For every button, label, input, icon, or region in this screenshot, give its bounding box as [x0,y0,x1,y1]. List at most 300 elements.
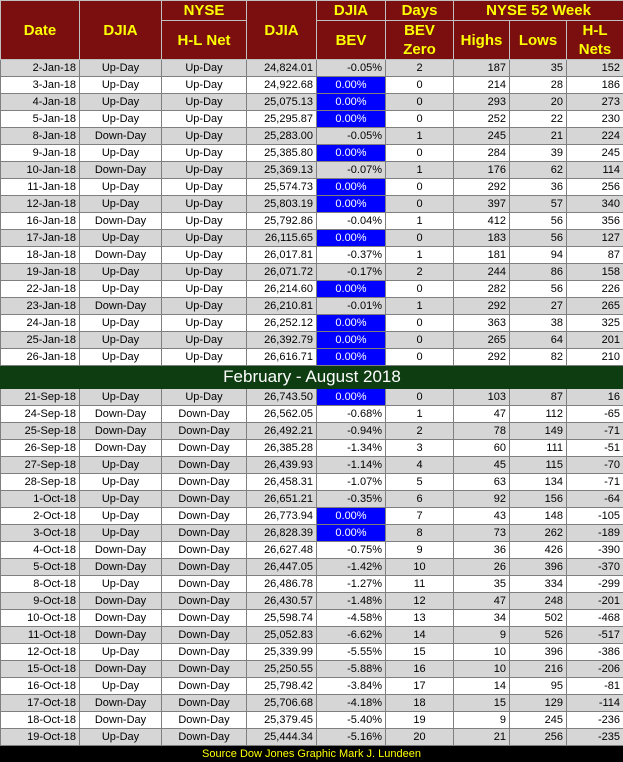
table-row [1,610,623,627]
cell-days-bev-zero: 16 [386,661,454,678]
cell-lows: 87 [510,389,567,406]
cell-date: 10-Jan-18 [1,162,80,179]
cell-days-bev-zero: 1 [386,213,454,230]
cell-date: 3-Jan-18 [1,77,80,94]
cell-djia-day: Up-Day [80,196,162,213]
table-row [1,128,623,145]
cell-djia-day: Up-Day [80,332,162,349]
cell-djia-close: 25,574.73 [247,179,317,196]
table-row [1,678,623,695]
cell-djia-close: 26,252.12 [247,315,317,332]
cell-hl-nets: -236 [567,712,623,729]
cell-date: 21-Sep-18 [1,389,80,406]
cell-djia-close: 25,379.45 [247,712,317,729]
cell-lows: 245 [510,712,567,729]
cell-hl-nets: 340 [567,196,623,213]
cell-djia-day: Down-Day [80,213,162,230]
cell-hl-nets: 152 [567,60,623,77]
cell-djia-bev: -1.48% [317,593,386,610]
cell-djia-bev: -6.62% [317,627,386,644]
cell-days-bev-zero: 11 [386,576,454,593]
cell-djia-close: 26,447.05 [247,559,317,576]
table-row [1,559,623,576]
cell-djia-day: Up-Day [80,281,162,298]
cell-djia-close: 25,803.19 [247,196,317,213]
cell-nyse-hl-net: Up-Day [162,60,247,77]
cell-djia-close: 25,706.68 [247,695,317,712]
cell-djia-day: Up-Day [80,145,162,162]
header-date: Date [1,1,80,60]
cell-djia-bev: -0.05% [317,128,386,145]
cell-highs: 26 [454,559,510,576]
cell-djia-bev: 0.00% [317,349,386,366]
cell-highs: 187 [454,60,510,77]
header-djia-day: DJIA [80,1,162,60]
cell-djia-bev: -5.88% [317,661,386,678]
table-row [1,315,623,332]
cell-djia-close: 25,598.74 [247,610,317,627]
cell-highs: 244 [454,264,510,281]
cell-djia-close: 26,071.72 [247,264,317,281]
header-nyse: NYSE [162,1,247,21]
cell-date: 8-Oct-18 [1,576,80,593]
cell-djia-close: 26,627.48 [247,542,317,559]
cell-nyse-hl-net: Down-Day [162,525,247,542]
cell-djia-close: 25,444.34 [247,729,317,746]
cell-days-bev-zero: 1 [386,298,454,315]
cell-date: 4-Jan-18 [1,94,80,111]
cell-nyse-hl-net: Down-Day [162,661,247,678]
header-djia-bev-top: DJIA [317,1,386,21]
cell-days-bev-zero: 8 [386,525,454,542]
cell-date: 3-Oct-18 [1,525,80,542]
cell-lows: 57 [510,196,567,213]
cell-lows: 22 [510,111,567,128]
cell-djia-day: Up-Day [80,525,162,542]
table-body-sep-oct [1,389,623,746]
cell-highs: 284 [454,145,510,162]
cell-days-bev-zero: 1 [386,406,454,423]
cell-djia-day: Down-Day [80,661,162,678]
cell-hl-nets: 224 [567,128,623,145]
cell-hl-nets: -386 [567,644,623,661]
cell-highs: 9 [454,712,510,729]
cell-days-bev-zero: 20 [386,729,454,746]
cell-djia-bev: 0.00% [317,111,386,128]
cell-date: 15-Oct-18 [1,661,80,678]
cell-highs: 10 [454,661,510,678]
cell-nyse-hl-net: Up-Day [162,281,247,298]
cell-djia-bev: 0.00% [317,281,386,298]
cell-lows: 21 [510,128,567,145]
cell-nyse-hl-net: Down-Day [162,627,247,644]
cell-nyse-hl-net: Down-Day [162,491,247,508]
table-row [1,162,623,179]
cell-djia-close: 26,017.81 [247,247,317,264]
cell-days-bev-zero: 2 [386,60,454,77]
cell-nyse-hl-net: Up-Day [162,315,247,332]
table-row [1,712,623,729]
cell-djia-bev: -0.04% [317,213,386,230]
cell-days-bev-zero: 12 [386,593,454,610]
cell-hl-nets: 87 [567,247,623,264]
cell-date: 28-Sep-18 [1,474,80,491]
cell-lows: 94 [510,247,567,264]
cell-djia-day: Up-Day [80,111,162,128]
cell-djia-bev: 0.00% [317,145,386,162]
cell-djia-day: Down-Day [80,247,162,264]
table-row [1,695,623,712]
cell-lows: 248 [510,593,567,610]
cell-highs: 397 [454,196,510,213]
cell-djia-bev: 0.00% [317,389,386,406]
cell-djia-bev: -1.14% [317,457,386,474]
header-hl-net: H-L Net [162,21,247,60]
cell-date: 25-Sep-18 [1,423,80,440]
cell-nyse-hl-net: Up-Day [162,389,247,406]
table-row [1,332,623,349]
table-row [1,423,623,440]
cell-lows: 129 [510,695,567,712]
cell-highs: 60 [454,440,510,457]
cell-highs: 45 [454,457,510,474]
cell-djia-close: 26,439.93 [247,457,317,474]
cell-date: 22-Jan-18 [1,281,80,298]
cell-nyse-hl-net: Down-Day [162,644,247,661]
table-row [1,542,623,559]
cell-hl-nets: 127 [567,230,623,247]
cell-date: 4-Oct-18 [1,542,80,559]
cell-nyse-hl-net: Down-Day [162,610,247,627]
table-row [1,298,623,315]
table-row [1,661,623,678]
cell-djia-day: Down-Day [80,712,162,729]
cell-lows: 115 [510,457,567,474]
cell-lows: 35 [510,60,567,77]
table-row [1,406,623,423]
table-row [1,247,623,264]
cell-hl-nets: 16 [567,389,623,406]
cell-djia-bev: -5.40% [317,712,386,729]
cell-djia-close: 26,773.94 [247,508,317,525]
cell-djia-bev: -5.16% [317,729,386,746]
cell-djia-day: Down-Day [80,162,162,179]
cell-days-bev-zero: 0 [386,315,454,332]
cell-djia-day: Up-Day [80,678,162,695]
cell-lows: 134 [510,474,567,491]
cell-days-bev-zero: 2 [386,423,454,440]
table-row [1,145,623,162]
cell-highs: 47 [454,406,510,423]
cell-hl-nets: 226 [567,281,623,298]
cell-djia-close: 26,385.28 [247,440,317,457]
cell-djia-bev: 0.00% [317,315,386,332]
cell-hl-nets: -81 [567,678,623,695]
cell-lows: 262 [510,525,567,542]
cell-djia-day: Down-Day [80,406,162,423]
cell-days-bev-zero: 10 [386,559,454,576]
cell-nyse-hl-net: Up-Day [162,230,247,247]
cell-djia-bev: -0.94% [317,423,386,440]
cell-days-bev-zero: 4 [386,457,454,474]
cell-hl-nets: 230 [567,111,623,128]
table-row [1,491,623,508]
cell-highs: 292 [454,179,510,196]
cell-hl-nets: -70 [567,457,623,474]
cell-date: 5-Jan-18 [1,111,80,128]
table-row [1,525,623,542]
cell-lows: 20 [510,94,567,111]
table-row [1,196,623,213]
cell-nyse-hl-net: Down-Day [162,593,247,610]
cell-djia-close: 25,283.00 [247,128,317,145]
cell-highs: 103 [454,389,510,406]
table-row [1,627,623,644]
cell-djia-close: 26,214.60 [247,281,317,298]
cell-highs: 15 [454,695,510,712]
cell-hl-nets: -299 [567,576,623,593]
cell-lows: 56 [510,281,567,298]
cell-nyse-hl-net: Down-Day [162,440,247,457]
cell-date: 16-Oct-18 [1,678,80,695]
cell-djia-day: Up-Day [80,491,162,508]
cell-djia-day: Up-Day [80,474,162,491]
header-bev: BEV [317,21,386,60]
cell-djia-day: Down-Day [80,542,162,559]
cell-nyse-hl-net: Down-Day [162,729,247,746]
cell-lows: 39 [510,145,567,162]
cell-days-bev-zero: 7 [386,508,454,525]
cell-djia-bev: -1.07% [317,474,386,491]
cell-date: 1-Oct-18 [1,491,80,508]
cell-highs: 10 [454,644,510,661]
cell-lows: 28 [510,77,567,94]
cell-nyse-hl-net: Down-Day [162,695,247,712]
cell-date: 12-Oct-18 [1,644,80,661]
cell-hl-nets: 114 [567,162,623,179]
cell-date: 24-Sep-18 [1,406,80,423]
cell-djia-bev: -0.07% [317,162,386,179]
cell-hl-nets: 356 [567,213,623,230]
cell-hl-nets: -51 [567,440,623,457]
cell-djia-day: Down-Day [80,593,162,610]
cell-days-bev-zero: 15 [386,644,454,661]
cell-lows: 256 [510,729,567,746]
cell-lows: 396 [510,559,567,576]
cell-djia-close: 25,798.42 [247,678,317,695]
table-row [1,508,623,525]
cell-date: 26-Jan-18 [1,349,80,366]
cell-days-bev-zero: 0 [386,389,454,406]
cell-djia-close: 25,385.80 [247,145,317,162]
cell-date: 25-Jan-18 [1,332,80,349]
cell-lows: 112 [510,406,567,423]
cell-djia-close: 26,458.31 [247,474,317,491]
cell-djia-close: 26,828.39 [247,525,317,542]
cell-days-bev-zero: 1 [386,162,454,179]
cell-djia-close: 25,052.83 [247,627,317,644]
cell-hl-nets: 245 [567,145,623,162]
cell-djia-day: Up-Day [80,77,162,94]
cell-highs: 14 [454,678,510,695]
table-row [1,77,623,94]
cell-highs: 252 [454,111,510,128]
cell-djia-bev: -0.05% [317,60,386,77]
cell-lows: 216 [510,661,567,678]
cell-djia-bev: -0.17% [317,264,386,281]
cell-djia-day: Down-Day [80,298,162,315]
cell-highs: 9 [454,627,510,644]
cell-days-bev-zero: 19 [386,712,454,729]
cell-hl-nets: -201 [567,593,623,610]
cell-date: 11-Jan-18 [1,179,80,196]
cell-lows: 56 [510,213,567,230]
cell-days-bev-zero: 1 [386,247,454,264]
cell-nyse-hl-net: Down-Day [162,457,247,474]
cell-hl-nets: -189 [567,525,623,542]
cell-highs: 36 [454,542,510,559]
cell-djia-bev: -0.35% [317,491,386,508]
header-lows: Lows [510,21,567,60]
cell-djia-bev: -0.75% [317,542,386,559]
cell-highs: 43 [454,508,510,525]
cell-djia-close: 26,430.57 [247,593,317,610]
cell-djia-bev: 0.00% [317,332,386,349]
cell-highs: 176 [454,162,510,179]
cell-date: 11-Oct-18 [1,627,80,644]
cell-days-bev-zero: 13 [386,610,454,627]
cell-lows: 62 [510,162,567,179]
cell-highs: 181 [454,247,510,264]
cell-nyse-hl-net: Down-Day [162,542,247,559]
cell-lows: 502 [510,610,567,627]
cell-djia-bev: 0.00% [317,94,386,111]
cell-djia-close: 26,115.65 [247,230,317,247]
table-row [1,576,623,593]
cell-hl-nets: -390 [567,542,623,559]
cell-djia-close: 26,562.05 [247,406,317,423]
cell-days-bev-zero: 0 [386,196,454,213]
cell-highs: 293 [454,94,510,111]
header-djia-close: DJIA [247,1,317,60]
cell-nyse-hl-net: Up-Day [162,298,247,315]
cell-djia-close: 25,295.87 [247,111,317,128]
cell-djia-close: 26,743.50 [247,389,317,406]
cell-djia-day: Down-Day [80,128,162,145]
cell-djia-bev: -0.01% [317,298,386,315]
cell-highs: 78 [454,423,510,440]
cell-hl-nets: -468 [567,610,623,627]
header-nyse-52-week: NYSE 52 Week [454,1,623,21]
cell-hl-nets: -517 [567,627,623,644]
header-bev-zero: BEV Zero [386,21,454,60]
cell-nyse-hl-net: Up-Day [162,349,247,366]
cell-days-bev-zero: 0 [386,281,454,298]
cell-hl-nets: -370 [567,559,623,576]
table-row [1,230,623,247]
cell-nyse-hl-net: Down-Day [162,508,247,525]
cell-djia-bev: -1.34% [317,440,386,457]
cell-date: 24-Jan-18 [1,315,80,332]
cell-djia-day: Up-Day [80,230,162,247]
cell-days-bev-zero: 0 [386,77,454,94]
cell-lows: 36 [510,179,567,196]
table-row [1,440,623,457]
cell-nyse-hl-net: Up-Day [162,94,247,111]
cell-nyse-hl-net: Up-Day [162,145,247,162]
cell-hl-nets: 201 [567,332,623,349]
cell-djia-close: 26,651.21 [247,491,317,508]
cell-days-bev-zero: 18 [386,695,454,712]
table-row [1,474,623,491]
cell-lows: 95 [510,678,567,695]
cell-djia-day: Up-Day [80,60,162,77]
cell-days-bev-zero: 14 [386,627,454,644]
cell-nyse-hl-net: Up-Day [162,111,247,128]
cell-nyse-hl-net: Up-Day [162,264,247,281]
cell-djia-close: 26,486.78 [247,576,317,593]
source-footer: Source Dow Jones Graphic Mark J. Lundeen [0,746,623,762]
cell-nyse-hl-net: Up-Day [162,196,247,213]
cell-hl-nets: -235 [567,729,623,746]
cell-djia-close: 26,492.21 [247,423,317,440]
cell-djia-day: Up-Day [80,94,162,111]
cell-lows: 38 [510,315,567,332]
cell-nyse-hl-net: Up-Day [162,247,247,264]
cell-djia-day: Up-Day [80,457,162,474]
cell-days-bev-zero: 0 [386,349,454,366]
cell-djia-bev: 0.00% [317,196,386,213]
cell-days-bev-zero: 5 [386,474,454,491]
cell-date: 12-Jan-18 [1,196,80,213]
cell-days-bev-zero: 0 [386,94,454,111]
cell-lows: 86 [510,264,567,281]
cell-djia-bev: -4.58% [317,610,386,627]
cell-djia-close: 26,210.81 [247,298,317,315]
cell-lows: 82 [510,349,567,366]
cell-djia-bev: 0.00% [317,179,386,196]
cell-lows: 156 [510,491,567,508]
cell-date: 18-Oct-18 [1,712,80,729]
cell-nyse-hl-net: Down-Day [162,406,247,423]
cell-highs: 412 [454,213,510,230]
cell-djia-close: 24,922.68 [247,77,317,94]
cell-date: 10-Oct-18 [1,610,80,627]
cell-highs: 245 [454,128,510,145]
cell-date: 27-Sep-18 [1,457,80,474]
cell-hl-nets: -105 [567,508,623,525]
cell-lows: 526 [510,627,567,644]
cell-hl-nets: 158 [567,264,623,281]
cell-days-bev-zero: 17 [386,678,454,695]
cell-nyse-hl-net: Up-Day [162,179,247,196]
table-row [1,729,623,746]
cell-nyse-hl-net: Up-Day [162,162,247,179]
cell-highs: 214 [454,77,510,94]
cell-date: 2-Jan-18 [1,60,80,77]
cell-date: 16-Jan-18 [1,213,80,230]
cell-highs: 47 [454,593,510,610]
cell-djia-day: Up-Day [80,315,162,332]
cell-highs: 265 [454,332,510,349]
cell-djia-close: 26,616.71 [247,349,317,366]
cell-hl-nets: -206 [567,661,623,678]
cell-highs: 34 [454,610,510,627]
cell-date: 9-Jan-18 [1,145,80,162]
cell-djia-close: 26,392.79 [247,332,317,349]
cell-djia-bev: 0.00% [317,525,386,542]
cell-days-bev-zero: 9 [386,542,454,559]
